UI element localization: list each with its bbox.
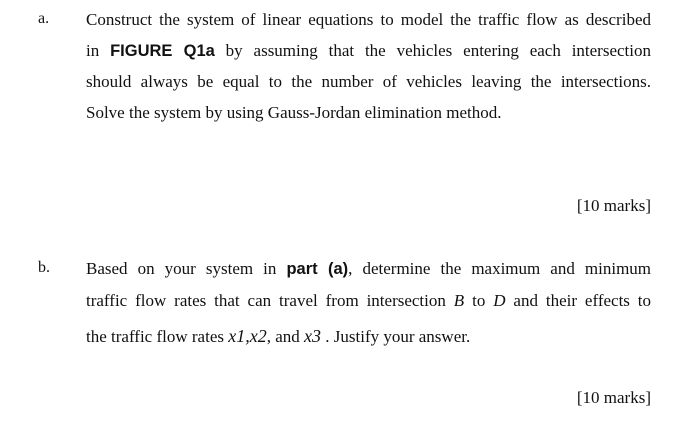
part-b-line-2 (86, 291, 651, 311)
part-a-line-4: Solve the system by using Gauss-Jordan elimination method. (86, 103, 502, 122)
figure-reference: FIGURE Q1a (110, 42, 215, 60)
intersection-b-variable: B (453, 291, 465, 310)
question-label-b: b. (38, 259, 50, 276)
flow-variables-x1-x2: x1,x2 (228, 326, 267, 346)
part-b-line-1-post: , determine the maximum and minimum (348, 259, 652, 278)
part-b-line-2-pre: traffic flow rates that can travel from intersection (86, 291, 446, 310)
part-a-line-2-post: by assuming that the vehicles entering each intersection (225, 41, 651, 60)
part-b-line-3-post: . Justify your answer. (325, 327, 471, 346)
part-a-line-2-pre: in (86, 41, 100, 60)
flow-variable-x3: x3 (304, 326, 322, 346)
part-b-line-2-to: to (472, 291, 486, 310)
part-a-line-1: Construct the system of linear equations to model the traffic flow as described (86, 10, 651, 29)
part-reference: part (a) (286, 260, 349, 278)
part-b-marks: [10 marks] (576, 388, 651, 407)
part-b-line-2-post: and their effects to (513, 291, 652, 310)
part-a-line-2 (86, 41, 651, 61)
part-b-line-1-pre: Based on your system in (86, 259, 277, 278)
part-a-line-3: should always be equal to the number of vehicles leaving the intersections. (86, 72, 651, 91)
part-b-line-1 (86, 259, 651, 279)
part-b-line-3 (86, 326, 651, 347)
part-b-line-3-pre: the traffic flow rates (86, 327, 224, 346)
intersection-d-variable: D (493, 291, 506, 310)
question-label-a: a. (38, 10, 50, 27)
part-a-marks: [10 marks] (576, 196, 651, 215)
part-b-line-3-and: , and (266, 327, 300, 346)
